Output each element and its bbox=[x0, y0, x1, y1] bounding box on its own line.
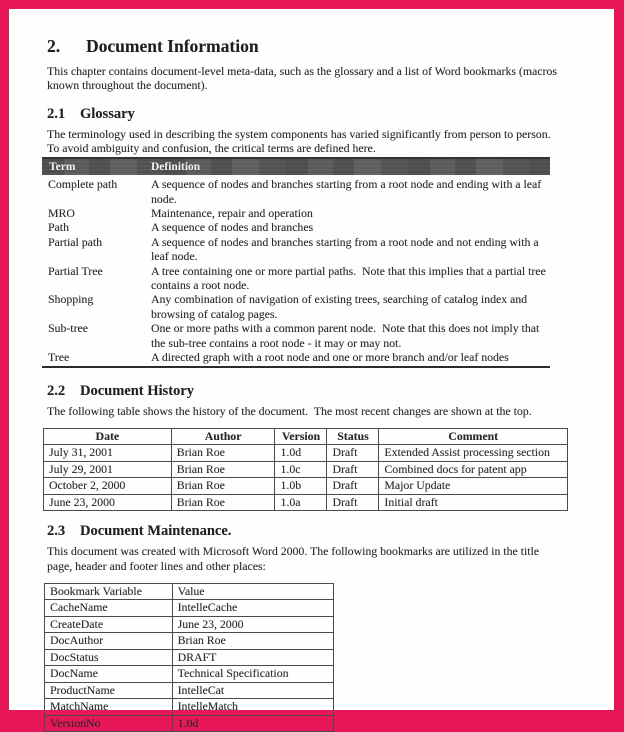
section-2-heading bbox=[47, 36, 587, 57]
column-header-date: Date bbox=[44, 428, 172, 445]
section-2-3-heading bbox=[47, 523, 587, 540]
glossary-row bbox=[42, 321, 550, 350]
section-2-2-title: Document History bbox=[80, 383, 194, 400]
glossary-row bbox=[42, 220, 550, 234]
bookmark-row bbox=[45, 600, 334, 617]
bookmark-variable: DocName bbox=[45, 666, 173, 683]
glossary-definition: A directed graph with a root node and one or more branch and/or leaf nodes bbox=[151, 350, 509, 365]
glossary-definition: Maintenance, repair and operation bbox=[151, 206, 313, 220]
column-header-bookmark-variable: Bookmark Variable bbox=[45, 583, 173, 600]
history-date: July 31, 2001 bbox=[44, 445, 172, 462]
page-content bbox=[9, 9, 587, 732]
column-header-version: Version bbox=[275, 428, 327, 445]
column-header-value: Value bbox=[172, 583, 333, 600]
glossary-header-row bbox=[42, 157, 550, 175]
section-2-title: Document Information bbox=[86, 36, 259, 56]
history-version: 1.0a bbox=[275, 494, 327, 511]
history-date: October 2, 2000 bbox=[44, 478, 172, 495]
history-author: Brian Roe bbox=[171, 494, 275, 511]
column-header-status: Status bbox=[327, 428, 379, 445]
section-2-number: 2. bbox=[47, 36, 61, 56]
history-status: Draft bbox=[327, 494, 379, 511]
glossary-row bbox=[42, 292, 550, 321]
history-comment: Combined docs for patent app bbox=[379, 461, 568, 478]
glossary-intro: The terminology used in describing the system components has varied significantly from person to person. To avoid ambiguity and confusion, the critical terms are defined here. bbox=[47, 126, 554, 155]
history-version: 1.0b bbox=[275, 478, 327, 495]
bookmark-variable: DocStatus bbox=[45, 649, 173, 666]
bookmark-value: Technical Specification bbox=[172, 666, 333, 683]
history-comment: Major Update bbox=[379, 478, 568, 495]
bookmark-value: Brian Roe bbox=[172, 633, 333, 650]
glossary-term: Tree bbox=[48, 350, 70, 365]
glossary-term: Complete path bbox=[48, 177, 118, 192]
bookmark-row bbox=[45, 666, 334, 683]
bookmark-row bbox=[45, 649, 334, 666]
bookmark-value: IntelleCat bbox=[172, 682, 333, 699]
section-2-1-heading bbox=[47, 106, 587, 123]
bookmark-variable: DocAuthor bbox=[45, 633, 173, 650]
bookmark-row bbox=[45, 633, 334, 650]
section-2-3-number: 2.3 bbox=[47, 523, 66, 540]
glossary-definition: A sequence of nodes and branches bbox=[151, 220, 314, 235]
glossary-row bbox=[42, 206, 550, 220]
glossary-term: Sub-tree bbox=[48, 321, 88, 336]
history-row bbox=[44, 494, 568, 511]
history-status: Draft bbox=[327, 445, 379, 462]
section-2-2-heading bbox=[47, 383, 587, 400]
column-header-author: Author bbox=[171, 428, 275, 445]
history-comment: Initial draft bbox=[379, 494, 568, 511]
history-date: June 23, 2000 bbox=[44, 494, 172, 511]
bookmark-value: IntelleCache bbox=[172, 600, 333, 617]
section-2-2-number: 2.2 bbox=[47, 383, 66, 400]
bookmark-value: 1.0d bbox=[172, 715, 333, 732]
history-status: Draft bbox=[327, 478, 379, 495]
glossary-definition: A sequence of nodes and branches starting from a root node and ending with a leaf node. bbox=[151, 177, 542, 206]
section-2-1-number: 2.1 bbox=[47, 105, 66, 122]
bookmark-row bbox=[45, 715, 334, 732]
glossary-table bbox=[42, 157, 550, 368]
glossary-row bbox=[42, 177, 550, 206]
bookmark-variable: CacheName bbox=[45, 600, 173, 617]
history-row bbox=[44, 461, 568, 478]
glossary-row bbox=[42, 235, 550, 264]
bookmark-variable: VersionNo bbox=[45, 715, 173, 732]
glossary-term-column-header: Term bbox=[49, 161, 76, 174]
bookmark-value: IntelleMatch bbox=[172, 699, 333, 716]
column-header-comment: Comment bbox=[379, 428, 568, 445]
history-row bbox=[44, 445, 568, 462]
glossary-definition: One or more paths with a common parent node. Note that this does not imply that the sub-tree contains a root node - it may or may not. bbox=[151, 321, 540, 350]
maintenance-intro: This document was created with Microsoft Word 2000. The following bookmarks are utilized in the title page, header and footer lines and other places: bbox=[47, 544, 540, 573]
section-2-intro: This chapter contains document-level meta-data, such as the glossary and a list of Word bookmarks (macros known throughout the document). bbox=[47, 64, 557, 93]
glossary-definition-column-header: Definition bbox=[151, 161, 201, 174]
history-status: Draft bbox=[327, 461, 379, 478]
glossary-term: Path bbox=[48, 220, 69, 235]
glossary-definition: A tree containing one or more partial paths. Note that this implies that a partial tree contains a root node. bbox=[151, 263, 546, 293]
bookmark-variable: MatchName bbox=[45, 699, 173, 716]
history-intro: The following table shows the history of the document. The most recent changes are shown at the top. bbox=[47, 404, 532, 419]
history-date: July 29, 2001 bbox=[44, 461, 172, 478]
history-header-row bbox=[44, 428, 568, 445]
history-author: Brian Roe bbox=[171, 445, 275, 462]
glossary-term: Shopping bbox=[48, 292, 94, 307]
section-2-3-title: Document Maintenance. bbox=[80, 523, 232, 540]
bookmark-value: DRAFT bbox=[172, 649, 333, 666]
glossary-term: Partial path bbox=[48, 234, 103, 249]
history-row bbox=[44, 478, 568, 495]
history-author: Brian Roe bbox=[171, 478, 275, 495]
history-author: Brian Roe bbox=[171, 461, 275, 478]
glossary-row bbox=[42, 264, 550, 293]
bookmark-row bbox=[45, 682, 334, 699]
bookmark-row bbox=[45, 699, 334, 716]
bookmark-variable: CreateDate bbox=[45, 616, 173, 633]
bookmark-table bbox=[44, 583, 334, 732]
glossary-row bbox=[42, 350, 550, 364]
glossary-definition: A sequence of nodes and branches starting from a root node and not ending with a leaf node. bbox=[151, 234, 539, 264]
glossary-term: Partial Tree bbox=[48, 263, 103, 278]
bookmark-header-row bbox=[45, 583, 334, 600]
section-2-1-title: Glossary bbox=[80, 105, 135, 122]
glossary-term: MRO bbox=[48, 206, 75, 220]
document-history-table bbox=[43, 428, 568, 512]
history-comment: Extended Assist processing section bbox=[379, 445, 568, 462]
glossary-definition: Any combination of navigation of existing trees, searching of catalog index and browsing of catalog pages. bbox=[151, 292, 528, 321]
bookmark-value: June 23, 2000 bbox=[172, 616, 333, 633]
bookmark-row bbox=[45, 616, 334, 633]
bookmark-variable: ProductName bbox=[45, 682, 173, 699]
history-version: 1.0c bbox=[275, 461, 327, 478]
document-page bbox=[9, 9, 614, 730]
history-version: 1.0d bbox=[275, 445, 327, 462]
